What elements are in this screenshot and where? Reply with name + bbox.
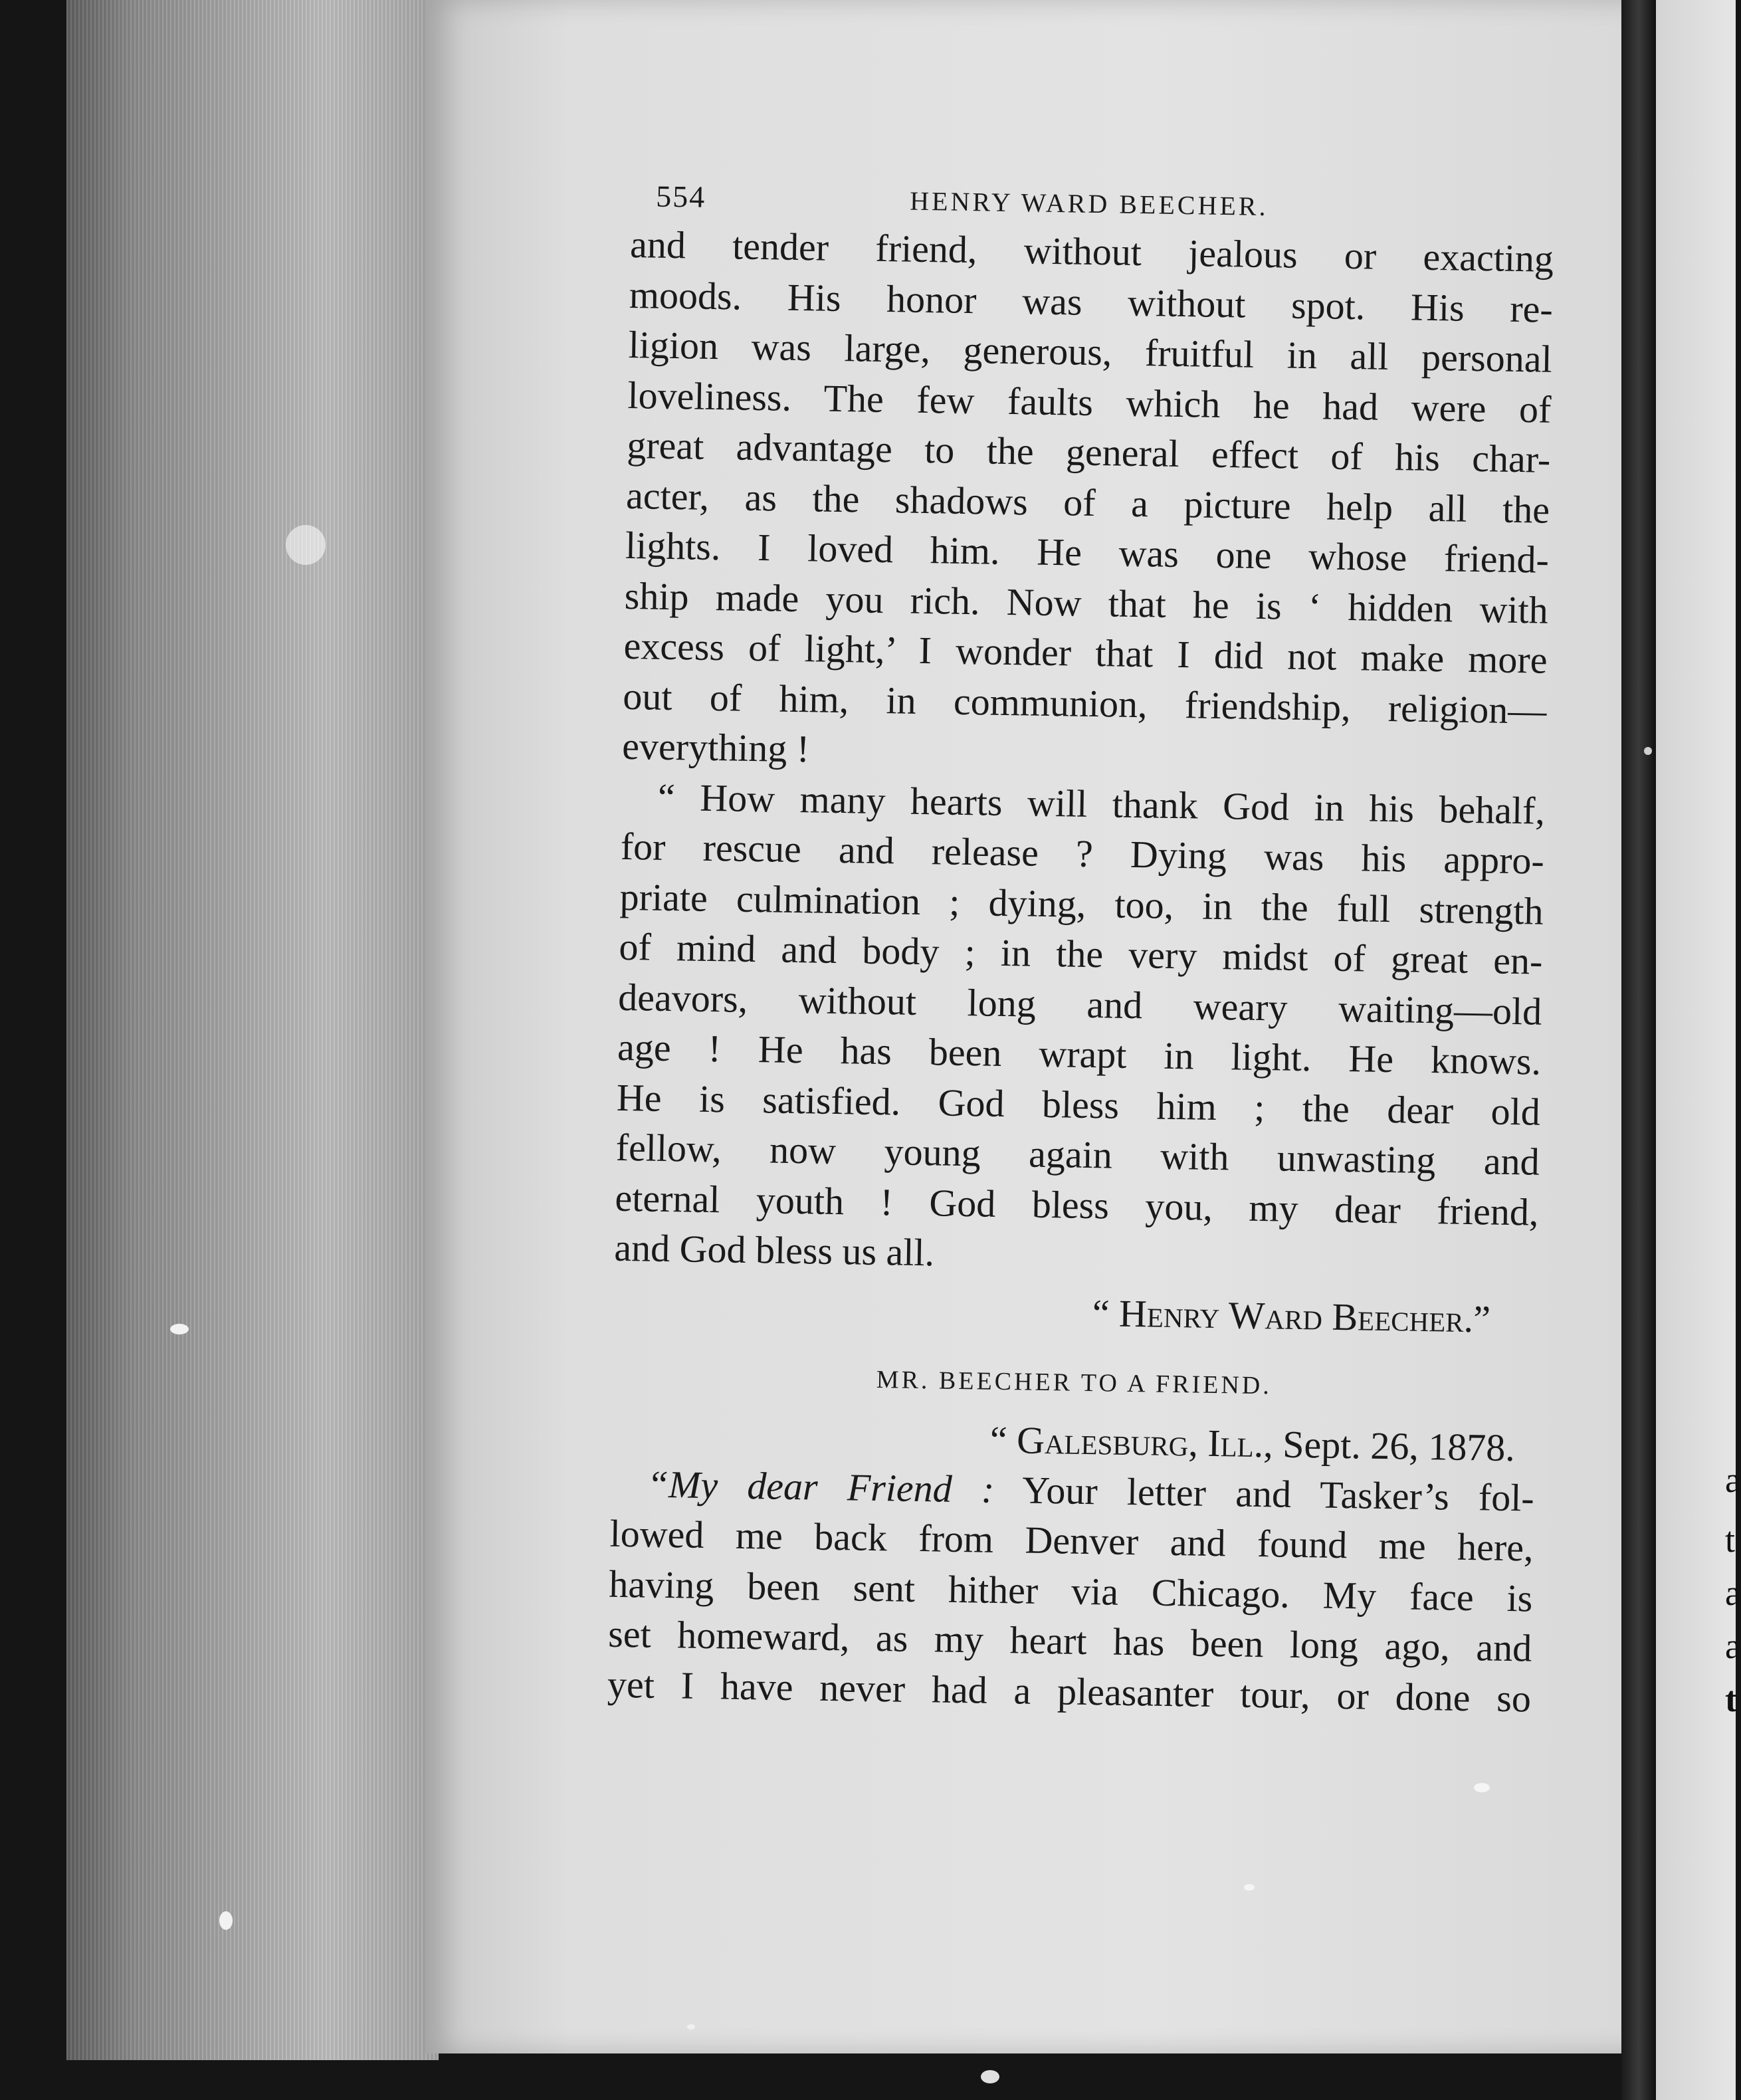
text-line: ship made you rich. Now that he is ‘ hidden with bbox=[624, 574, 1549, 632]
speck bbox=[981, 2070, 999, 2083]
paragraph-1 bbox=[622, 219, 1554, 786]
text-line: lights. I loved him. He was one whose friend- bbox=[625, 523, 1550, 581]
book-gutter bbox=[1621, 0, 1656, 2100]
text-line: He is satisfied. God bless him ; the dear old bbox=[616, 1075, 1541, 1134]
dateline-date: Sept. 26, 1878. bbox=[1282, 1422, 1516, 1469]
text-line: moods. His honor was without spot. His re- bbox=[629, 272, 1554, 331]
salutation: “My dear Friend : bbox=[647, 1462, 995, 1511]
text-line: of mind and body ; in the very midst of great en- bbox=[619, 924, 1543, 983]
running-title: HENRY WARD BEECHER. bbox=[909, 185, 1269, 222]
text-line: fellow, now young again with unwasting and bbox=[615, 1125, 1540, 1184]
letter-body bbox=[607, 1458, 1535, 1723]
next-page-letter: t bbox=[1725, 1679, 1737, 1719]
text-line: set homeward, as my heart has been long ago, and bbox=[607, 1612, 1532, 1670]
page-edge-lines bbox=[66, 0, 439, 2060]
text-line: age ! He has been wrapt in light. He knows. bbox=[617, 1025, 1542, 1083]
text-line: having been sent hither via Chicago. My face is bbox=[608, 1562, 1533, 1620]
signature: “ Henry Ward Beecher.” bbox=[1092, 1291, 1491, 1341]
text-line: loveliness. The few faults which he had were of bbox=[627, 373, 1552, 431]
dateline-place: “ Galesburg, Ill., bbox=[989, 1418, 1274, 1465]
section-heading: MR. BEECHER TO A FRIEND. bbox=[876, 1365, 1273, 1400]
book-page-edges bbox=[66, 0, 439, 2060]
next-page-letter: a bbox=[1725, 1626, 1741, 1666]
salutation-rest: Your letter and Tasker’s fol- bbox=[993, 1467, 1535, 1520]
text-line: and tender friend, without jealous or exacting bbox=[629, 222, 1554, 280]
paragraph-2 bbox=[614, 771, 1546, 1287]
text-line: excess of light,’ I wonder that I did not make more bbox=[623, 623, 1548, 682]
next-page-letter: t bbox=[1725, 1520, 1736, 1560]
text-line: lowed me back from Denver and found me here, bbox=[609, 1511, 1534, 1570]
text-line: deavors, without long and weary waiting—old bbox=[617, 975, 1542, 1033]
text-line: yet I have never had a pleasanter tour, or done so bbox=[607, 1662, 1532, 1721]
text-line: ligion was large, generous, fruitful in all personal bbox=[628, 322, 1553, 381]
text-line: everything ! bbox=[621, 724, 810, 771]
page-number: 554 bbox=[655, 179, 706, 214]
page-text bbox=[607, 166, 1555, 1724]
next-page-letter: a bbox=[1725, 1460, 1741, 1500]
next-page-strip bbox=[1656, 0, 1736, 2100]
text-line: priate culmination ; dying, too, in the full strength bbox=[619, 875, 1544, 933]
next-page-letter: a bbox=[1725, 1573, 1741, 1613]
text-line: “ How many hearts will thank God in his behalf, bbox=[657, 775, 1546, 833]
text-line: and God bless us all. bbox=[613, 1225, 935, 1275]
text-line: acter, as the shadows of a picture help all the bbox=[625, 473, 1550, 532]
text-line: for rescue and release ? Dying was his appro- bbox=[620, 824, 1545, 883]
text-line: eternal youth ! God bless you, my dear friend, bbox=[615, 1176, 1539, 1234]
text-line: out of him, in communion, friendship, religion— bbox=[622, 674, 1547, 732]
text-line: great advantage to the general effect of his char- bbox=[626, 423, 1551, 481]
